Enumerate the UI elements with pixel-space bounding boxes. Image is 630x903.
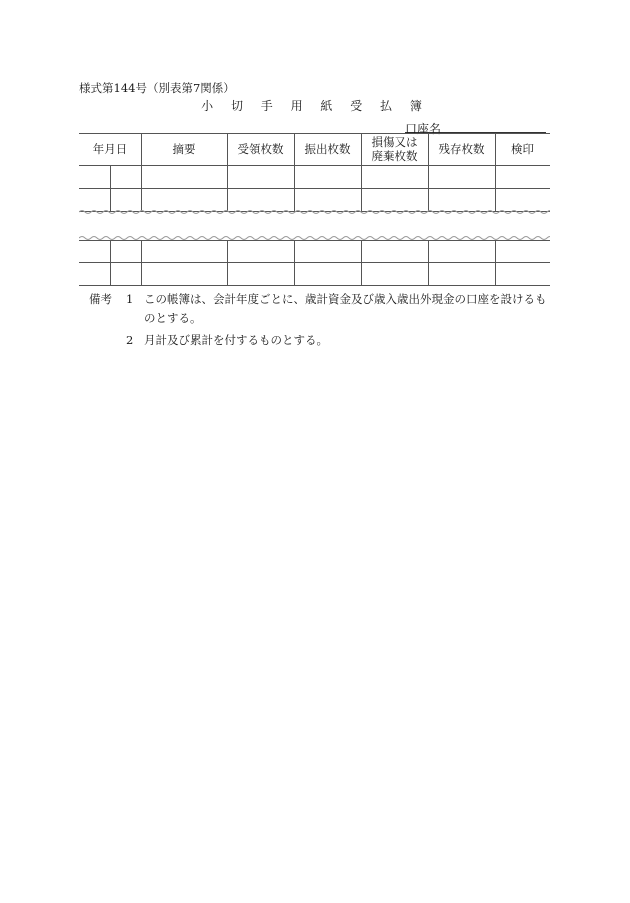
header-remaining-count: 残存枚数 [438,142,485,156]
remarks-heading: 備考 [89,292,112,306]
remark-text: この帳簿は、会計年度ごとに、歳計資金及び歳入歳出外現金の口座を設けるも [144,292,547,306]
remark-number: 2 [126,333,134,347]
header-summary: 摘要 [172,142,196,156]
date-subcolumn-rule [110,165,111,211]
column-rule [361,240,362,285]
remark-item [89,290,559,309]
row-rule [79,188,550,189]
column-rule [495,240,496,285]
form-title: 小 切 手 用 紙 受 払 簿 [201,99,429,113]
header-date: 年月日 [92,142,128,156]
header-damaged-line1: 損傷又は [371,135,418,149]
remark-item [89,331,559,350]
header-inspection-seal: 検印 [511,142,534,156]
form-number: 様式第144号（別表第7関係） [79,81,235,95]
header-damaged-count [361,133,428,165]
remark-continuation [89,309,559,328]
remark-text: のとする。 [144,311,202,325]
row-rule [79,262,550,263]
omission-wave-line [79,234,550,242]
column-rule [227,240,228,285]
date-subcolumn-rule [110,240,111,285]
column-rule [294,240,295,285]
omission-wave-line [79,208,550,216]
remark-text: 月計及び累計を付するものとする。 [144,333,328,347]
column-rule [428,240,429,285]
header-received-count: 受領枚数 [237,142,284,156]
account-name-field [405,118,546,136]
remark-number: 1 [126,292,134,306]
remarks-section [89,290,559,350]
header-issued-count: 振出枚数 [304,142,351,156]
account-name-label: 口座名 [405,122,442,136]
table-bottom-rule [79,285,550,286]
header-bottom-rule [79,165,550,166]
header-damaged-line2: 廃棄枚数 [371,149,418,163]
column-rule [141,240,142,285]
